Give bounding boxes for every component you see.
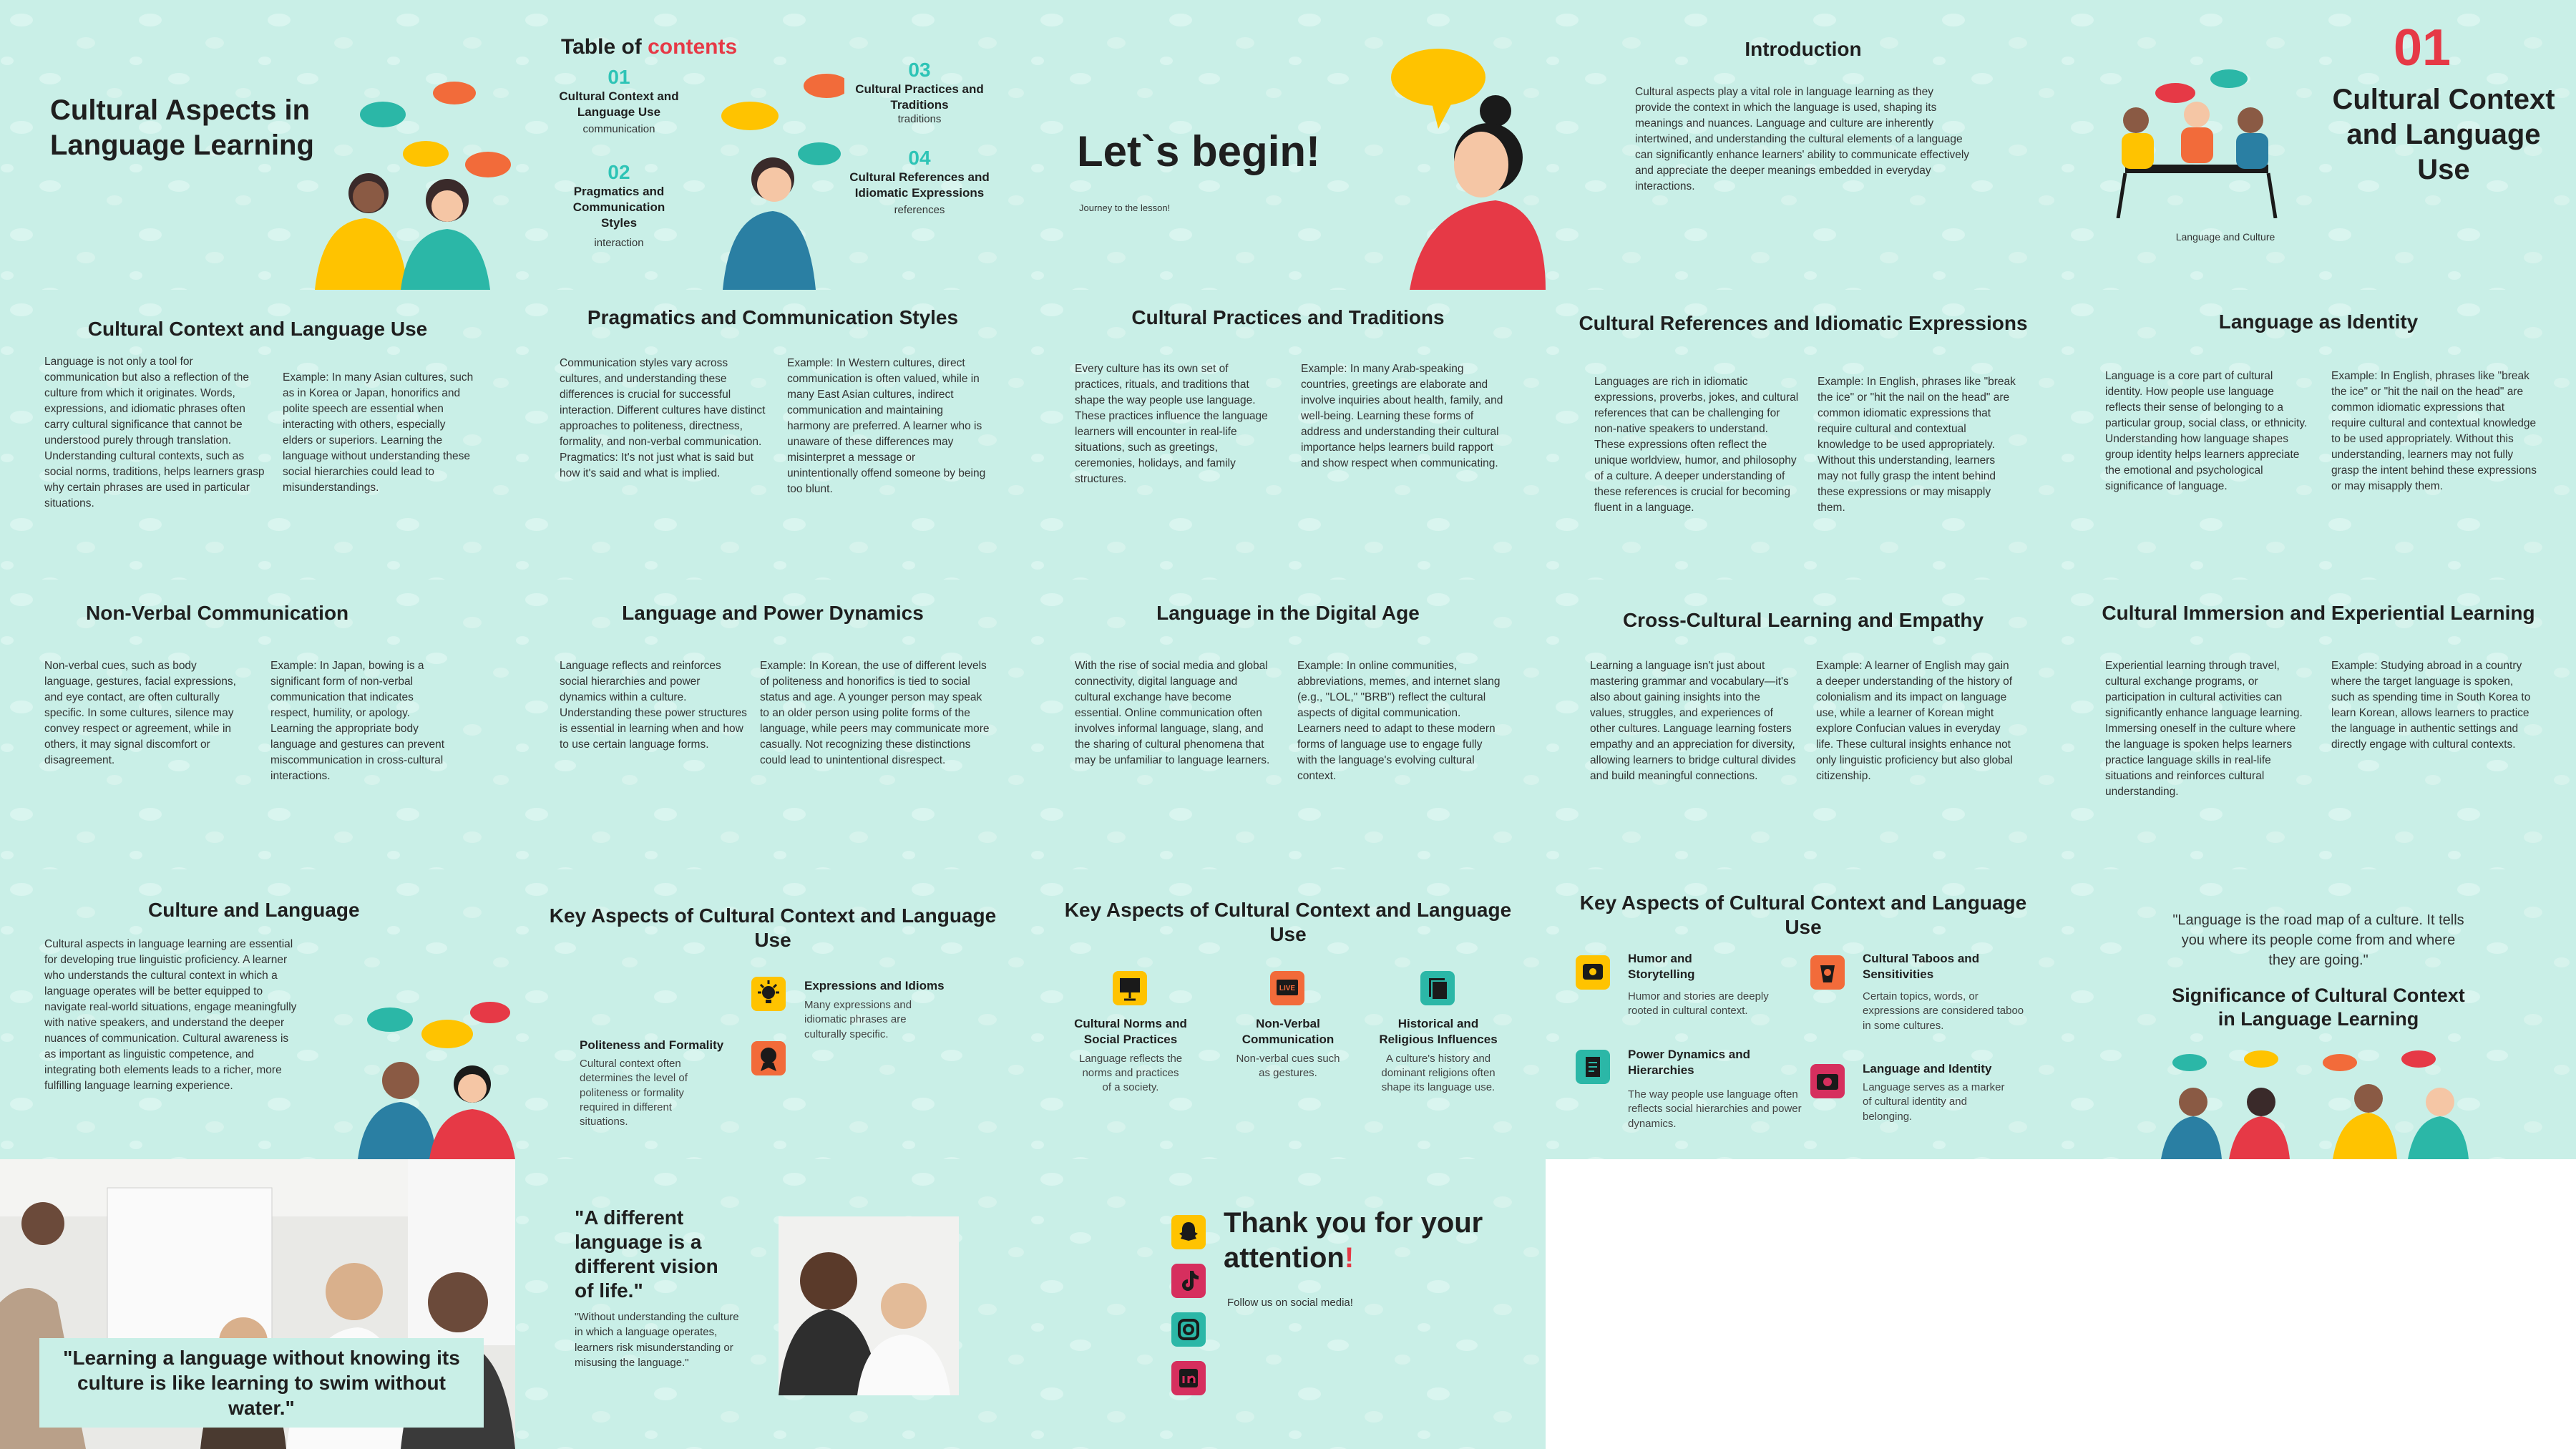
slide-key-aspects-1[interactable] <box>515 869 1030 1159</box>
slide-power-dynamics[interactable] <box>515 580 1030 869</box>
slide-pragmatics[interactable] <box>515 290 1030 580</box>
woman-speaking-illustration <box>1388 43 1546 290</box>
four-people-illustration <box>2161 1045 2483 1159</box>
humor-storytelling-title: Humor and Storytelling <box>1628 952 1695 981</box>
section-title: Cultural Context and Language Use <box>2332 84 2555 185</box>
slide-section-01[interactable] <box>2061 0 2576 290</box>
lets-begin-subtitle: Journey to the lesson! <box>1079 203 1171 213</box>
politeness-formality-title: Politeness and Formality <box>580 1038 724 1052</box>
humor-storytelling-desc: Humor and stories are deeply rooted in cultural context. <box>1628 990 1769 1018</box>
slide-key-aspects-2[interactable] <box>1030 869 1546 1159</box>
toc-item-1[interactable]: 01 Cultural Context and Language Use communication <box>559 66 679 136</box>
slide-non-verbal[interactable] <box>0 580 515 869</box>
digital-age-example: Example: In online communities, abbreviations, memes, and internet slang (e.g., "LOL," "BRB") reflect the cultural aspects of digital communication. Learners need to adapt to these modern forms of language use to engage fully with the language's evolving cultural context. <box>1297 660 1501 782</box>
thank-you-subtitle: Follow us on social media! <box>1227 1297 1353 1309</box>
cultural-context-title: Cultural Context and Language Use <box>87 318 428 340</box>
colleagues-photo <box>779 1216 959 1395</box>
hierarchy-chart-icon <box>1576 1050 1610 1084</box>
snapchat-icon[interactable] <box>1171 1215 1206 1249</box>
section-caption: Language and Culture <box>2175 231 2275 243</box>
idea-lightbulb-icon <box>751 977 786 1011</box>
pragmatics-body: Communication styles vary across cultures, and understanding these differences is crucial for successful interaction. Different cultures have distinct approaches to politeness, directness, formality, and non-verbal communication. Pragmatics: It's not just what is said but how it's said and what is implied. <box>560 357 766 479</box>
expressions-idioms-desc: Many expressions and idiomatic phrases are culturally specific. <box>804 999 912 1040</box>
slide-thank-you[interactable] <box>1030 1159 1546 1449</box>
key-aspects-2-title: Key Aspects of Cultural Context and Language Use <box>1064 899 1512 946</box>
identity-camera-icon <box>1810 1064 1845 1098</box>
language-identity-key-title: Language and Identity <box>1863 1062 1992 1075</box>
slide-cultural-context[interactable] <box>0 290 515 580</box>
key-aspects-1-title: Key Aspects of Cultural Context and Language Use <box>549 904 997 952</box>
toc-heading: Table of contents <box>561 35 738 59</box>
cultural-taboos-desc: Certain topics, words, or expressions are considered taboo in some cultures. <box>1863 990 2024 1032</box>
culture-language-body: Cultural aspects in language learning are essential for developing true linguistic proficiency. A learner who understands the cultural context in which a language operates will be better equipped to navigate real-world situations, engage meaningfully with native speakers, and understand the deeper nuances of communication. Cultural awareness is as important as linguistic competence, and integrating both elements leads to a richer, more fulfilling language learning experience. <box>44 938 297 1092</box>
cultural-context-body: Language is not only a tool for communication but also a reflection of the culture from which it originates. Words, expressions, and idiomatic phrases often carry cultural significance that cannot be understood purely through translation. Understanding cultural contexts, such as social norms, traditions, helps learners grasp why certain phrases are used in particular situations. <box>44 356 265 509</box>
slide-cultural-practices[interactable] <box>1030 290 1546 580</box>
cultural-practices-title: Cultural Practices and Traditions <box>1131 306 1445 328</box>
swim-quote-box <box>39 1338 484 1428</box>
slide-culture-language[interactable] <box>0 869 515 1159</box>
slide-lets-begin[interactable] <box>1030 0 1546 290</box>
power-dynamics-body: Language reflects and reinforces social hierarchies and power dynamics within a culture. Understanding these power structures is essential in learning when and how to use certain language forms. <box>560 660 747 751</box>
slide-digital-age[interactable] <box>1030 580 1546 869</box>
slide-key-aspects-3[interactable] <box>1546 869 2061 1159</box>
key-aspects-3-title: Key Aspects of Cultural Context and Language Use <box>1579 892 2027 939</box>
power-dynamics-title: Language and Power Dynamics <box>622 602 924 624</box>
cross-cultural-example: Example: A learner of English may gain a deeper understanding of the history of colonialism and its impact on language use, while a learner of Korean might explore Confucian values in everyday life. These cultural insights enhance not only linguistic proficiency but also global citizenship. <box>1816 660 2013 782</box>
non-verbal-title: Non-Verbal Communication <box>86 602 349 624</box>
digital-age-title: Language in the Digital Age <box>1156 602 1420 624</box>
toc-item-2[interactable]: 02 Pragmatics and Communication Styles interaction <box>572 161 665 250</box>
two-people-talking-illustration <box>301 79 515 290</box>
digital-age-body: With the rise of social media and global connectivity, digital language and cultural exchange have become essential. Online communication often involves informal language, slang, and the sharing of cultural phenomena that may be unfamiliar to language learners. <box>1075 660 1270 766</box>
cultural-taboos-title: Cultural Taboos and Sensitivities <box>1863 952 1980 981</box>
non-verbal-body: Non-verbal cues, such as body language, gestures, facial expressions, and eye contact, are often culturally specific. In some cultures, silence may convey respect or agreement, while in others, it may signal discomfort or disagreement. <box>44 660 236 766</box>
introduction-title: Introduction <box>1745 38 1862 60</box>
expressions-idioms-title: Expressions and Idioms <box>804 979 945 992</box>
language-identity-body: Language is a core part of cultural identity. How people use language reflects their sense of belonging to a particular group, social class, or ethnicity. Understanding how language shapes group identity helps learners appreciate the emotional and psychological significance of language. <box>2105 370 2308 492</box>
immersion-body: Experiential learning through travel, cultural exchange programs, or participation in cultural activities can significantly enhance language learning. Immersing oneself in the culture where the language is spoken helps learners practice language skills in real-life situations and reinforces cultural understanding. <box>2105 660 2303 798</box>
significance-title: Significance of Cultural Context in Language Learning <box>2172 985 2465 1030</box>
language-identity-example: Example: In English, phrases like "break the ice" or "hit the nail on the head" are common idiomatic expressions that require cultural and contextual knowledge to be used appropriately. Without this understanding, learners may not fully grasp the intent behind these expressions or may misapply them. <box>2331 370 2537 492</box>
pragmatics-title: Pragmatics and Communication Styles <box>587 306 959 328</box>
presentation-board-icon <box>1113 971 1147 1005</box>
slide-title-text: Cultural Aspects in Language Learning <box>50 94 314 161</box>
instagram-icon[interactable] <box>1171 1312 1206 1347</box>
slide-cross-cultural[interactable] <box>1546 580 2061 869</box>
slide-introduction[interactable] <box>1546 0 2061 290</box>
immersion-example: Example: Studying abroad in a country where the target language is spoken, such as spending time in South Korea to learn Korean, allows learners to practice the language in authentic settings and directly engage with cultural contexts. <box>2331 660 2531 751</box>
cultural-context-example: Example: In many Asian cultures, such as in Korea or Japan, honorifics and polite speech are essential when interacting with others, especially elders or superiors. Learning the language without understanding these social hierarchies could lead to misunderstandings. <box>283 371 474 494</box>
culture-language-title: Culture and Language <box>148 899 360 921</box>
historical-document-icon <box>1420 971 1455 1005</box>
linkedin-icon[interactable] <box>1171 1361 1206 1395</box>
significance-quote: "Language is the road map of a culture. It tells you where its people come from and where they are going." <box>2172 912 2464 968</box>
tiktok-icon[interactable] <box>1171 1264 1206 1298</box>
power-dynamics-example: Example: In Korean, the use of different levels of politeness and honorifics is tied to social status and age. A younger person may speak to an older person using polite forms of the language, while peers may communicate more casually. Not recognizing these distinctions could lead to unintentional disrespect. <box>760 660 990 766</box>
lets-begin-title: Let`s begin! <box>1077 127 1320 175</box>
couple-talking-illustration <box>351 998 515 1159</box>
thank-you-title: Thank you for your attention! <box>1224 1207 1483 1274</box>
key-col-1: Cultural Norms and Social Practices Language reflects the norms and practices of a society. <box>1074 1017 1187 1093</box>
slide-title[interactable] <box>0 0 515 290</box>
cultural-practices-example: Example: In many Arab-speaking countries, greetings are elaborate and involve inquiries about health, family, and well-being. Learning these forms of address and understanding their cultural importance helps learners build rapport and show respect when communicating. <box>1301 363 1503 469</box>
storytelling-icon <box>1576 955 1610 990</box>
slide-swim-quote[interactable] <box>0 1159 515 1449</box>
cultural-references-body: Languages are rich in idiomatic expressions, proverbs, jokes, and cultural references that can be challenging for non-native speakers to understand. These expressions often reflect the unique worldview, humor, and philosophy of a culture. A deeper understanding of these references is crucial for becoming fluent in a language. <box>1594 376 1799 514</box>
non-verbal-example: Example: In Japan, bowing is a significant form of non-verbal communication that indicates respect, humility, or apology. Learning the appropriate body language and gestures can prevent miscommunication in cross-cultural interactions. <box>270 660 445 782</box>
key-col-2: Non-Verbal Communication Non-verbal cues such as gestures. <box>1236 1017 1340 1079</box>
slide-vision-quote[interactable] <box>515 1159 1030 1449</box>
politeness-badge-icon <box>751 1041 786 1075</box>
cultural-practices-body: Every culture has its own set of practices, rituals, and traditions that shape the way people use language. These practices influence the language learners will encounter in real-life situations, such as greetings, ceremonies, holidays, and family structures. <box>1075 363 1268 485</box>
slide-language-identity[interactable] <box>2061 290 2576 580</box>
slide-table-of-contents[interactable] <box>515 0 1030 290</box>
live-broadcast-icon <box>1270 971 1304 1005</box>
man-talking-illustration <box>701 72 844 290</box>
cross-cultural-title: Cross-Cultural Learning and Empathy <box>1622 609 1984 631</box>
language-identity-title: Language as Identity <box>2218 311 2419 333</box>
politeness-formality-desc: Cultural context often determines the level of politeness or formality required in different situations. <box>580 1058 688 1128</box>
introduction-body: Cultural aspects play a vital role in language learning as they provide the context in which the language is used, shaping its meanings and nuances. Language and culture are inherently intertwined, and understanding the cultural elements of a language can significantly enhance learners' ability to communicate effectively and appreciate the deeper meanings embedded in everyday interactions. <box>1635 86 1970 192</box>
slide-significance[interactable] <box>2061 869 2576 1159</box>
svg-text:LIVE: LIVE <box>1279 985 1296 992</box>
section-number: 01 <box>2393 19 2451 77</box>
vision-quote-body: "Without understanding the culture in which a language operates, learners risk misunderstanding or misusing the language." <box>575 1311 739 1369</box>
slide-immersion[interactable] <box>2061 580 2576 869</box>
taboo-warning-icon <box>1810 955 1845 990</box>
cross-cultural-body: Learning a language isn't just about mastering grammar and vocabulary—it's also about gaining insights into the values, struggles, and experiences of other cultures. Language learning fosters empathy and an appreciation for diversity, allowing learners to bridge cultural divides and build meaningful connections. <box>1590 660 1796 782</box>
slide-cultural-references[interactable] <box>1546 290 2061 580</box>
cultural-references-example: Example: In English, phrases like "break the ice" or "hit the nail on the head" are common idiomatic expressions that require cultural and contextual knowledge to be used appropriately. Without this understanding, learners may not fully grasp the intent behind these expressions or may misapply them. <box>1818 376 2016 514</box>
power-hierarchies-title: Power Dynamics and Hierarchies <box>1628 1048 1751 1077</box>
power-hierarchies-desc: The way people use language often reflects social hierarchies and power dynamics. <box>1628 1088 1802 1130</box>
toc-item-3[interactable]: 03 Cultural Practices and Traditions traditions <box>855 59 984 126</box>
group-at-table-illustration <box>2104 64 2290 218</box>
immersion-title: Cultural Immersion and Experiential Learning <box>2102 602 2535 624</box>
toc-item-4[interactable]: 04 Cultural References and Idiomatic Expressions references <box>849 147 990 217</box>
cultural-references-title: Cultural References and Idiomatic Expressions <box>1579 312 2028 334</box>
language-identity-key-desc: Language serves as a marker of cultural identity and belonging. <box>1863 1081 2005 1123</box>
swim-quote-text: "Learning a language without knowing its culture is like learning to swim without water." <box>63 1347 460 1419</box>
key-col-3: Historical and Religious Influences A culture's history and dominant religions often shape its language use. <box>1379 1017 1498 1093</box>
vision-quote-title: "A different language is a different vision of life." <box>575 1206 718 1302</box>
pragmatics-example: Example: In Western cultures, direct communication is often valued, while in many East Asian cultures, indirect communication and maintaining harmony are preferred. A learner who is unaware of these differences may misinterpret a message or unintentionally offend someone by being too blunt. <box>787 357 986 495</box>
